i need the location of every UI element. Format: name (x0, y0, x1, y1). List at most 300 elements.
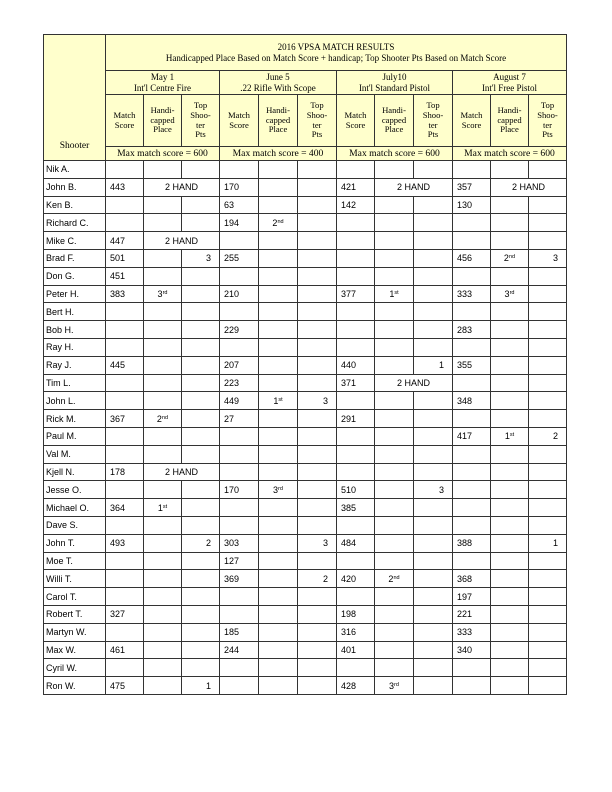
handicapped-place-cell (144, 445, 182, 463)
top-shooter-pts-cell (298, 427, 337, 445)
top-shooter-pts-cell: 2 (298, 570, 337, 588)
handicapped-place-cell (259, 463, 298, 481)
column-label-line: Top (426, 100, 440, 111)
table-row (44, 267, 567, 285)
match-score-cell (337, 659, 375, 677)
handicapped-place-cell (375, 338, 414, 356)
handicapped-place-cell (491, 374, 529, 392)
top-shooter-pts-cell: 1 (529, 534, 567, 552)
match-score-cell: 443 (106, 178, 144, 196)
top-shooter-pts-cell (414, 267, 453, 285)
top-shooter-pts-cell (182, 445, 220, 463)
handicapped-place-cell: 3rd (259, 481, 298, 499)
table-row (44, 338, 567, 356)
handicapped-place-cell (259, 338, 298, 356)
top-shooter-pts-cell (414, 427, 453, 445)
handicapped-place-cell: 2nd (491, 249, 529, 267)
match-score-cell (337, 516, 375, 534)
handicapped-place-cell (144, 303, 182, 321)
handicapped-place-cell (375, 232, 414, 250)
match-score-cell: 510 (337, 481, 375, 499)
match-score-cell: 440 (337, 356, 375, 374)
table-row (44, 516, 567, 534)
top-shooter-pts-cell (414, 445, 453, 463)
match-score-cell (106, 161, 144, 179)
handicapped-place-cell (144, 392, 182, 410)
handicapped-place-cell (491, 463, 529, 481)
handicapped-place-cell: 1st (144, 499, 182, 517)
column-label-line: Handi- (497, 105, 522, 116)
shooter-name: Moe T. (44, 552, 106, 570)
column-label-line: Pts (311, 129, 323, 140)
match-score-cell: 194 (220, 214, 259, 232)
handicapped-place-cell (375, 161, 414, 179)
table-row (44, 534, 567, 552)
event-date: August 7 (493, 71, 526, 82)
shooter-name: Richard C. (44, 214, 106, 232)
match-score-cell (106, 321, 144, 339)
match-score-cell (220, 303, 259, 321)
match-score-cell (337, 303, 375, 321)
column-label-line: Top (310, 100, 324, 111)
shooter-column-header: Shooter (44, 35, 106, 161)
table-row (44, 623, 567, 641)
shooter-name: Tim L. (44, 374, 106, 392)
handicapped-place-cell: 2nd (375, 570, 414, 588)
match-score-cell: 388 (453, 534, 491, 552)
top-shooter-pts-cell (182, 552, 220, 570)
match-score-cell: 244 (220, 641, 259, 659)
top-shooter-pts-cell (298, 285, 337, 303)
handicapped-place-cell (491, 392, 529, 410)
column-label-line: Place (268, 124, 288, 135)
table-row (44, 178, 567, 196)
top-shooter-pts-cell (298, 588, 337, 606)
handicapped-place-cell (259, 445, 298, 463)
table-row (44, 659, 567, 677)
table-row (44, 605, 567, 623)
handicapped-place-cell (491, 410, 529, 428)
top-shooter-pts-header (529, 95, 567, 147)
column-label-line: Pts (427, 129, 439, 140)
match-score-cell: 221 (453, 605, 491, 623)
match-score-cell: 357 (453, 178, 491, 196)
top-shooter-pts-cell (298, 249, 337, 267)
shooter-name: Kjell N. (44, 463, 106, 481)
handicapped-place-cell (491, 605, 529, 623)
shooter-name: Ray J. (44, 356, 106, 374)
handicapped-place-cell (259, 427, 298, 445)
top-shooter-pts-cell (414, 232, 453, 250)
match-score-cell (453, 499, 491, 517)
table-row (44, 499, 567, 517)
column-label-line: Top (540, 100, 555, 111)
handicapped-place-cell: 2nd (259, 214, 298, 232)
shooter-name: Rick M. (44, 410, 106, 428)
column-label-line: Top (193, 100, 208, 111)
handicapped-place-cell (144, 641, 182, 659)
match-score-cell (220, 659, 259, 677)
match-score-cell (453, 481, 491, 499)
top-shooter-pts-cell (298, 303, 337, 321)
table-row (44, 285, 567, 303)
top-shooter-pts-cell (414, 249, 453, 267)
handicapped-place-cell (491, 196, 529, 214)
match-score-cell: 385 (337, 499, 375, 517)
match-score-cell: 333 (453, 623, 491, 641)
handicapped-place-cell (144, 161, 182, 179)
top-shooter-pts-cell (298, 161, 337, 179)
top-shooter-pts-cell (298, 659, 337, 677)
column-label-line: Score (345, 119, 366, 130)
handicapped-place-cell (375, 641, 414, 659)
event-header (453, 71, 567, 95)
match-score-cell (106, 481, 144, 499)
handicapped-place-cell (144, 374, 182, 392)
match-score-cell (453, 338, 491, 356)
handicapped-place-cell (259, 499, 298, 517)
match-score-cell (337, 338, 375, 356)
table-row (44, 463, 567, 481)
match-score-cell (337, 588, 375, 606)
handicapped-place-cell (375, 481, 414, 499)
shooter-name: Bob H. (44, 321, 106, 339)
top-shooter-pts-cell (529, 570, 567, 588)
top-shooter-pts-cell (529, 588, 567, 606)
handicapped-place-cell (259, 356, 298, 374)
top-shooter-pts-cell (182, 516, 220, 534)
handicapped-place-cell (259, 677, 298, 695)
handicapped-place-cell (259, 534, 298, 552)
match-score-cell: 198 (337, 605, 375, 623)
top-shooter-pts-cell (298, 445, 337, 463)
top-shooter-pts-cell (414, 303, 453, 321)
match-score-cell: 417 (453, 427, 491, 445)
top-shooter-pts-header (414, 95, 453, 147)
match-score-cell: 461 (106, 641, 144, 659)
shooter-name: Cyril W. (44, 659, 106, 677)
top-shooter-pts-cell (182, 338, 220, 356)
match-score-cell (106, 516, 144, 534)
top-shooter-pts-cell (182, 321, 220, 339)
ordinal-suffix: nd (161, 414, 169, 421)
match-score-header (106, 95, 144, 147)
top-shooter-pts-cell (182, 659, 220, 677)
shooter-name: John L. (44, 392, 106, 410)
match-score-cell: 355 (453, 356, 491, 374)
top-shooter-pts-cell (529, 605, 567, 623)
match-score-cell: 493 (106, 534, 144, 552)
top-shooter-pts-cell (414, 321, 453, 339)
top-shooter-pts-cell (298, 516, 337, 534)
top-shooter-pts-cell (414, 534, 453, 552)
top-shooter-pts-cell (182, 356, 220, 374)
match-score-cell: 445 (106, 356, 144, 374)
top-shooter-pts-cell (182, 410, 220, 428)
shooter-name: Val M. (44, 445, 106, 463)
event-name: Int'l Standard Pistol (358, 82, 431, 93)
top-shooter-pts-cell (182, 623, 220, 641)
match-score-cell: 420 (337, 570, 375, 588)
match-score-cell (220, 605, 259, 623)
handicapped-place-cell (375, 588, 414, 606)
match-score-cell (453, 410, 491, 428)
handicapped-place-cell (491, 677, 529, 695)
handicapped-place-cell (259, 232, 298, 250)
top-shooter-pts-cell (298, 641, 337, 659)
column-label-line: Place (153, 124, 172, 135)
handicapped-place-cell (259, 623, 298, 641)
handicap-note-cell: 2 HAND (144, 178, 220, 196)
match-score-cell: 367 (106, 410, 144, 428)
handicapped-place-cell (491, 321, 529, 339)
top-shooter-pts-cell (529, 623, 567, 641)
ordinal-suffix: st (278, 396, 283, 403)
table-row (44, 570, 567, 588)
top-shooter-pts-cell (529, 659, 567, 677)
top-shooter-pts-cell (414, 214, 453, 232)
event-name: .22 Rifle With Scope (240, 82, 316, 93)
handicap-note-cell: 2 HAND (144, 232, 220, 250)
match-score-cell (453, 677, 491, 695)
handicapped-place-cell (491, 499, 529, 517)
match-score-cell: 170 (220, 481, 259, 499)
match-score-cell: 475 (106, 677, 144, 695)
table-row (44, 249, 567, 267)
match-score-cell: 421 (337, 178, 375, 196)
handicapped-place-cell (375, 516, 414, 534)
match-score-cell (106, 214, 144, 232)
match-score-cell: 377 (337, 285, 375, 303)
match-score-cell (453, 445, 491, 463)
handicapped-place-cell: 2nd (144, 410, 182, 428)
top-shooter-pts-cell (529, 196, 567, 214)
ordinal-suffix: rd (394, 681, 399, 688)
event-header (106, 71, 220, 95)
top-shooter-pts-cell (298, 338, 337, 356)
match-score-cell (106, 659, 144, 677)
match-score-cell (106, 374, 144, 392)
top-shooter-pts-cell (529, 499, 567, 517)
match-score-header (220, 95, 259, 147)
top-shooter-pts-cell (182, 427, 220, 445)
column-label-line: Shoo- (306, 109, 328, 120)
handicapped-place-cell: 1st (375, 285, 414, 303)
match-score-cell: 383 (106, 285, 144, 303)
match-score-cell: 484 (337, 534, 375, 552)
handicapped-place-cell (259, 605, 298, 623)
handicapped-place-cell (259, 249, 298, 267)
top-shooter-pts-cell (182, 374, 220, 392)
match-score-cell: 255 (220, 249, 259, 267)
handicapped-place-cell (491, 214, 529, 232)
max-score-label: Max match score = 600 (106, 147, 220, 161)
match-score-cell (453, 552, 491, 570)
event-name: Int'l Free Pistol (481, 82, 538, 93)
match-score-cell: 449 (220, 392, 259, 410)
handicapped-place-cell (375, 196, 414, 214)
column-label-line: Handi- (150, 105, 175, 116)
column-label-line: Score (229, 119, 249, 130)
top-shooter-pts-cell: 3 (182, 249, 220, 267)
ordinal-suffix: nd (393, 574, 400, 581)
match-score-cell (220, 499, 259, 517)
match-score-cell (106, 392, 144, 410)
match-score-cell: 340 (453, 641, 491, 659)
handicapped-place-cell (375, 410, 414, 428)
table-row (44, 481, 567, 499)
handicapped-place-cell (375, 427, 414, 445)
handicapped-place-cell (259, 178, 298, 196)
match-score-cell: 428 (337, 677, 375, 695)
table-row (44, 392, 567, 410)
match-score-cell: 316 (337, 623, 375, 641)
top-shooter-pts-cell (298, 481, 337, 499)
match-score-header (453, 95, 491, 147)
match-score-cell: 501 (106, 249, 144, 267)
handicapped-place-cell: 1st (259, 392, 298, 410)
report-title: 2016 VPSA MATCH RESULTS (277, 41, 395, 52)
match-score-cell: 170 (220, 178, 259, 196)
shooter-name: Don G. (44, 267, 106, 285)
top-shooter-pts-cell (529, 445, 567, 463)
handicapped-place-cell (491, 303, 529, 321)
match-score-cell: 283 (453, 321, 491, 339)
shooter-name: Paul M. (44, 427, 106, 445)
handicapped-place-cell (259, 285, 298, 303)
column-label-line: ter (312, 119, 322, 130)
top-shooter-pts-cell (414, 161, 453, 179)
handicapped-place-cell (491, 516, 529, 534)
handicapped-place-cell (144, 267, 182, 285)
top-shooter-pts-cell (298, 196, 337, 214)
match-score-cell: 451 (106, 267, 144, 285)
column-label-line: Shoo- (422, 109, 444, 120)
column-label-line: Score (461, 119, 482, 130)
top-shooter-pts-cell (182, 267, 220, 285)
table-row (44, 196, 567, 214)
column-label-line: Handi- (266, 105, 290, 116)
handicapped-place-cell (375, 214, 414, 232)
handicapped-place-cell (144, 534, 182, 552)
handicapped-place-cell (259, 659, 298, 677)
top-shooter-pts-cell (414, 392, 453, 410)
match-score-cell (453, 214, 491, 232)
column-label-line: Shoo- (190, 109, 211, 120)
handicapped-place-cell (375, 605, 414, 623)
match-score-cell (453, 232, 491, 250)
handicapped-place-cell (144, 249, 182, 267)
handicapped-place-cell (259, 641, 298, 659)
match-score-cell: 369 (220, 570, 259, 588)
match-score-cell (220, 445, 259, 463)
handicapped-place-cell (491, 623, 529, 641)
top-shooter-pts-cell (182, 481, 220, 499)
handicapped-place-cell (375, 659, 414, 677)
top-shooter-pts-cell (414, 570, 453, 588)
shooter-name: Ron W. (44, 677, 106, 695)
handicapped-place-cell (144, 605, 182, 623)
top-shooter-pts-cell (182, 285, 220, 303)
shooter-name: Ray H. (44, 338, 106, 356)
ordinal-suffix: rd (162, 289, 168, 296)
shooter-name: John T. (44, 534, 106, 552)
handicapped-place-cell (259, 161, 298, 179)
handicapped-place-cell (259, 374, 298, 392)
handicapped-place-cell (144, 321, 182, 339)
top-shooter-pts-cell (529, 410, 567, 428)
shooter-name: Martyn W. (44, 623, 106, 641)
top-shooter-pts-cell (414, 659, 453, 677)
handicapped-place-cell (259, 303, 298, 321)
match-score-cell (220, 232, 259, 250)
handicapped-place-cell (144, 677, 182, 695)
match-score-cell: 207 (220, 356, 259, 374)
max-score-label: Max match score = 400 (220, 147, 337, 161)
shooter-name: John B. (44, 178, 106, 196)
column-label-line: Match (460, 109, 483, 120)
top-shooter-pts-cell (414, 588, 453, 606)
top-shooter-pts-cell (298, 374, 337, 392)
table-row (44, 161, 567, 179)
match-score-cell (453, 463, 491, 481)
top-shooter-pts-cell (414, 623, 453, 641)
table-row (44, 214, 567, 232)
match-score-cell (453, 303, 491, 321)
handicapped-place-cell (259, 267, 298, 285)
table-row (44, 356, 567, 374)
top-shooter-pts-cell (298, 605, 337, 623)
top-shooter-pts-cell (529, 267, 567, 285)
top-shooter-pts-cell (182, 641, 220, 659)
ordinal-suffix: st (394, 289, 399, 296)
column-label-line: Pts (542, 129, 553, 140)
handicapped-place-cell (491, 641, 529, 659)
match-score-cell (106, 570, 144, 588)
top-shooter-pts-cell (182, 161, 220, 179)
match-score-cell (220, 427, 259, 445)
top-shooter-pts-cell (414, 499, 453, 517)
top-shooter-pts-cell (182, 499, 220, 517)
handicapped-place-cell (144, 570, 182, 588)
handicapped-place-cell (144, 552, 182, 570)
handicapped-place-cell (259, 196, 298, 214)
column-label-line: capped (381, 114, 407, 125)
table-row (44, 677, 567, 695)
match-score-cell (337, 445, 375, 463)
event-header (337, 71, 453, 95)
top-shooter-pts-cell (414, 338, 453, 356)
handicap-note-cell: 2 HAND (375, 374, 453, 392)
top-shooter-pts-cell (529, 677, 567, 695)
match-score-cell (453, 267, 491, 285)
handicapped-place-cell (259, 552, 298, 570)
top-shooter-pts-cell (529, 516, 567, 534)
event-date: July10 (382, 71, 407, 82)
top-shooter-pts-cell (298, 623, 337, 641)
table-row (44, 321, 567, 339)
top-shooter-pts-cell (298, 232, 337, 250)
match-score-cell: 401 (337, 641, 375, 659)
match-score-cell (220, 516, 259, 534)
shooter-name: Robert T. (44, 605, 106, 623)
top-shooter-pts-cell (529, 232, 567, 250)
handicapped-place-cell: 3rd (491, 285, 529, 303)
match-score-cell (106, 623, 144, 641)
top-shooter-pts-cell: 3 (414, 481, 453, 499)
top-shooter-pts-cell (414, 285, 453, 303)
top-shooter-pts-cell: 2 (529, 427, 567, 445)
